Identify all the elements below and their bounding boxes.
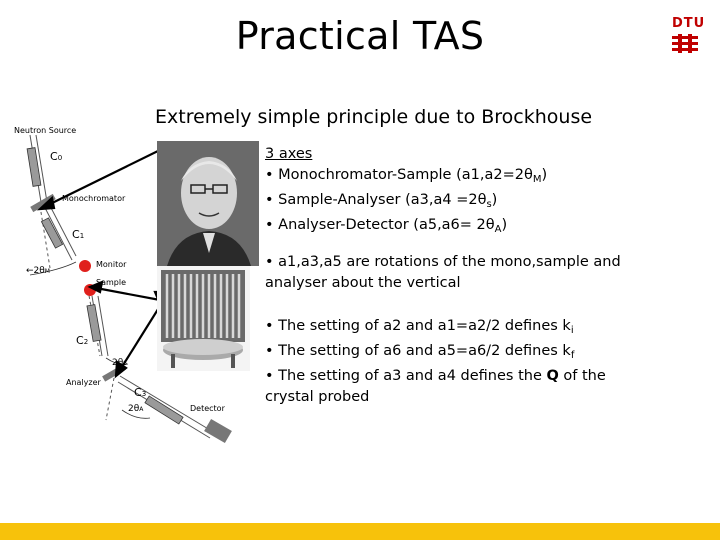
- label-monochromator: Monochromator: [62, 194, 126, 203]
- slide-title: Practical TAS: [235, 14, 485, 58]
- label-detector: Detector: [190, 404, 225, 413]
- brockhouse-portrait: [157, 141, 259, 266]
- settings-block: [265, 316, 606, 408]
- dtu-logo: [670, 16, 706, 60]
- rotations-line-2: analyser about the vertical: [265, 275, 461, 291]
- label-c2: C2: [76, 334, 89, 347]
- label-sample: Sample: [96, 278, 126, 287]
- label-monitor: Monitor: [96, 260, 127, 269]
- detector-icon: [204, 419, 232, 443]
- settings-line-4: crystal probed: [265, 389, 370, 405]
- tas-apparatus-photo: [157, 266, 250, 371]
- axes-block: [265, 144, 547, 240]
- dtu-logo-text: DTU: [672, 16, 706, 31]
- label-c0: C0: [50, 150, 63, 163]
- axes-line-2: • Sample-Analyser $(a3,a4 =2\theta_s)$: [265, 192, 498, 210]
- label-neutron-source: Neutron Source: [14, 126, 77, 135]
- settings-line-1: • The setting of a2 and a1=a2/2 defines $k_i$: [265, 318, 574, 336]
- label-c1: C1: [72, 228, 85, 241]
- rotations-block: [265, 252, 621, 294]
- label-two-theta-s: 2θS: [112, 358, 128, 368]
- slide-subtitle: Extremely simple principle due to Brockhouse: [155, 106, 593, 128]
- settings-line-3: • The setting of a3 and a4 defines the Q of the: [265, 368, 606, 384]
- rotations-line-1: • a1,a3,a5 are rotations of the mono,sample and: [265, 254, 621, 270]
- label-c3: C3: [134, 386, 147, 399]
- monitor-dot-icon: [79, 260, 91, 272]
- settings-line-2: • The setting of a6 and a5=a6/2 defines $k_f$: [265, 343, 575, 361]
- label-analyzer: Analyzer: [66, 378, 101, 387]
- axes-heading: 3 axes: [265, 146, 313, 162]
- axes-line-3: • Analyser-Detector $(a5,a6= 2\theta_A)$: [265, 217, 508, 235]
- label-two-theta-m: ←2θM: [26, 266, 50, 276]
- footer-bar: [0, 523, 720, 540]
- label-two-theta-a: 2θA: [128, 404, 144, 414]
- dtu-logo-bars-icon: [670, 16, 706, 60]
- axes-line-1: • Monochromator-Sample $(a1,a2=2\theta_M)$: [265, 167, 548, 185]
